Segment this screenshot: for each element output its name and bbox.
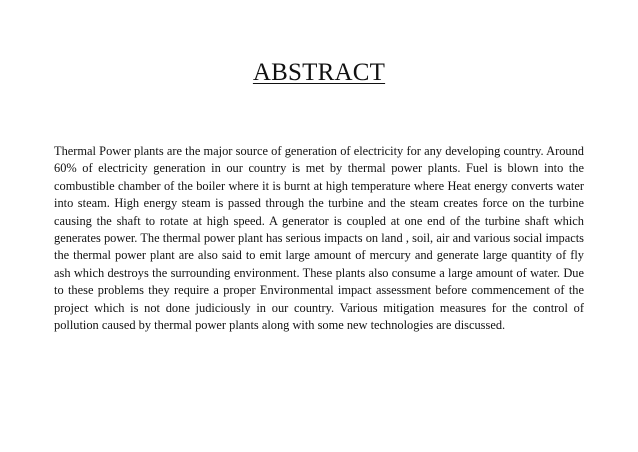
abstract-heading: ABSTRACT — [252, 59, 386, 86]
abstract-paragraph: Thermal Power plants are the major source of generation of electricity for any developing country. Around 60% of electricity generation in our country is met by thermal power plants. Fuel is blown into the combustible chamber of the boiler where it is burnt at high temperature where Heat energy converts water into steam. High energy steam is passed through the turbine and the steam creates force on the turbine causing the shaft to rotate at high speed. A generator is coupled at one end of the turbine shaft which generates power. The thermal power plant has serious impacts on land , soil, air and various social impacts the thermal power plant are also said to emit large amount of mercury and generate large quantity of fly ash which destroys the surrounding environment. These plants also consume a large amount of water. Due to these problems they require a proper Environmental impact assessment before commencement of the project which is not done judiciously in our country. Various mitigation measures for the control of pollution caused by thermal power plants along with some new technologies are discussed. — [54, 144, 584, 333]
